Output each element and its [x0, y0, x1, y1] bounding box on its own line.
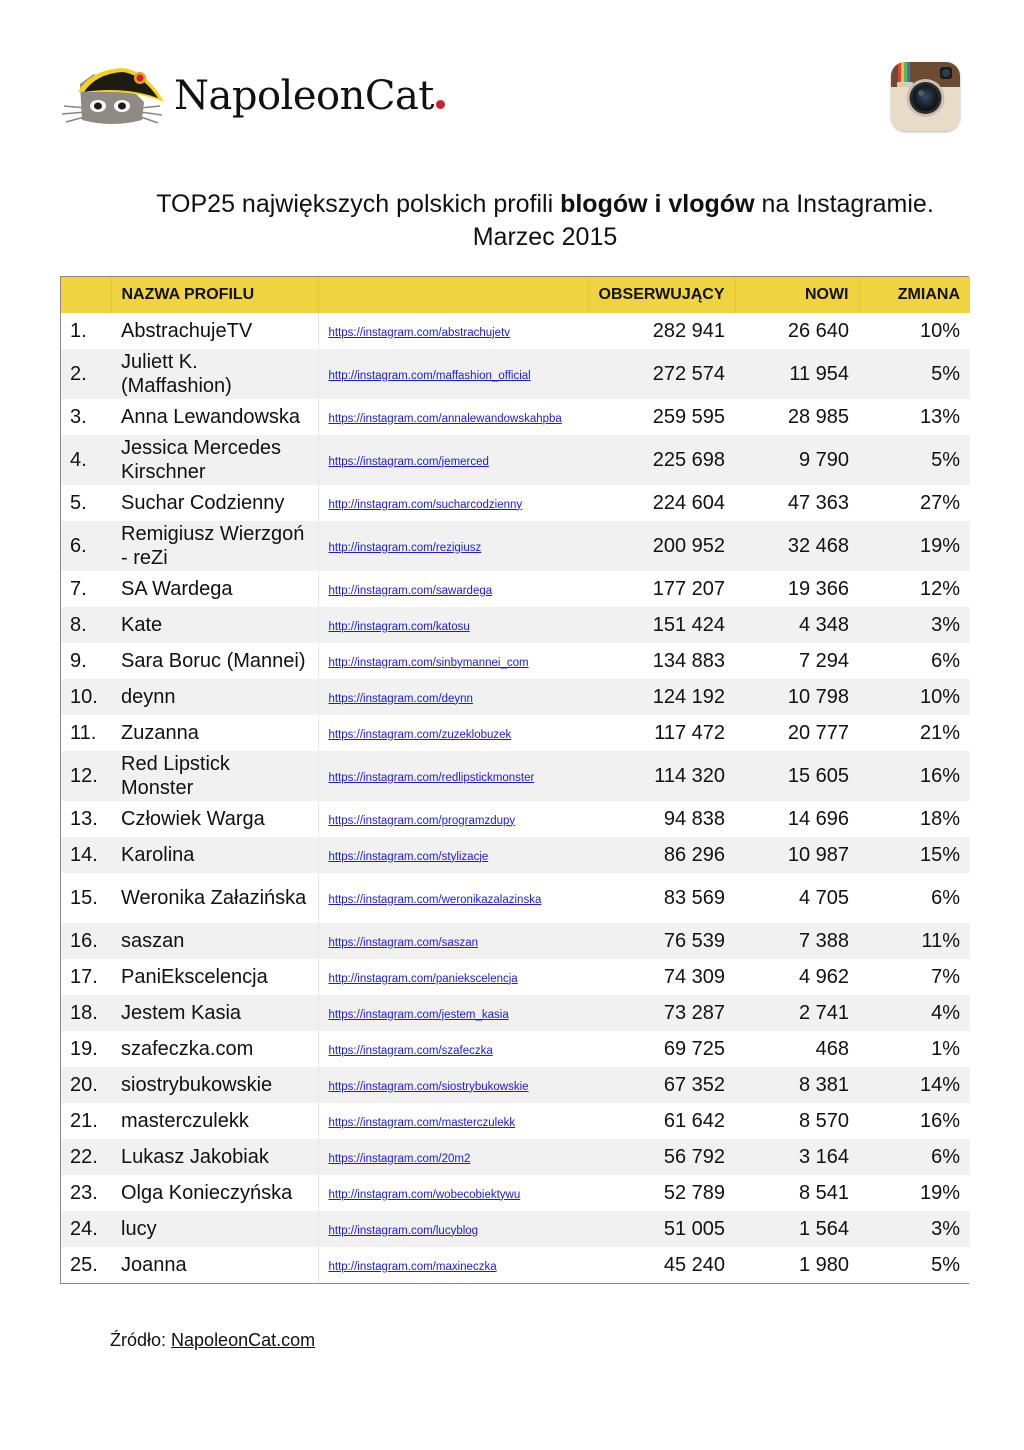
logo-red-dot: [436, 100, 445, 109]
profile-url-link[interactable]: https://instagram.com/stylizacje: [328, 850, 489, 863]
followers-cell: 177 207: [652, 578, 725, 600]
profile-name-cell: siostrybukowskie: [111, 1067, 318, 1103]
followers-cell: 259 595: [652, 406, 725, 428]
new-followers-cell: 10 987: [787, 844, 849, 866]
change-cell: 3%: [931, 614, 960, 636]
profile-url-link[interactable]: https://instagram.com/szafeczka: [328, 1044, 493, 1057]
rank-cell: 13.: [70, 808, 98, 830]
rank-cell: 25.: [70, 1254, 98, 1276]
followers-cell: 45 240: [663, 1254, 725, 1276]
profile-name-cell: Lukasz Jakobiak: [111, 1139, 318, 1175]
change-cell: 6%: [931, 887, 960, 909]
change-cell: 7%: [931, 966, 960, 988]
table-row: [61, 435, 970, 485]
change-cell: 18%: [919, 808, 960, 830]
profile-url-link[interactable]: https://instagram.com/abstrachujetv: [328, 326, 511, 339]
rank-cell: 21.: [70, 1110, 98, 1132]
profile-url-link[interactable]: https://instagram.com/saszan: [328, 936, 479, 949]
profile-url-link[interactable]: http://instagram.com/sucharcodzienny: [328, 498, 523, 511]
change-cell: 6%: [931, 650, 960, 672]
followers-cell: 67 352: [663, 1074, 725, 1096]
new-followers-cell: 3 164: [798, 1146, 849, 1168]
rank-cell: 6.: [70, 535, 87, 557]
title-line: TOP25 największych polskich profili blogów i vlogów na Instagramie.: [156, 190, 934, 218]
followers-cell: 52 789: [663, 1182, 725, 1204]
new-followers-cell: 32 468: [787, 535, 849, 557]
followers-cell: 83 569: [663, 887, 725, 909]
change-cell: 4%: [931, 1002, 960, 1024]
change-cell: 16%: [919, 1110, 960, 1132]
followers-cell: 76 539: [663, 930, 725, 952]
followers-cell: 56 792: [663, 1146, 725, 1168]
profile-url-link[interactable]: http://instagram.com/wobecobiektywu: [328, 1188, 521, 1201]
profile-name-cell: Joanna: [111, 1247, 318, 1283]
table-row: [61, 1103, 970, 1139]
new-followers-cell: 47 363: [787, 492, 849, 514]
table-row: [61, 837, 970, 873]
column-header-name: NAZWA PROFILU: [111, 277, 318, 313]
table-row: [61, 1031, 970, 1067]
table-row: [61, 521, 970, 571]
new-followers-cell: 8 541: [798, 1182, 849, 1204]
profile-name-cell: masterczulekk: [111, 1103, 318, 1139]
table-row: [61, 1175, 970, 1211]
table-row: [61, 801, 970, 837]
followers-cell: 134 883: [652, 650, 725, 672]
profile-name-cell: lucy: [111, 1211, 318, 1247]
table-row: [61, 1211, 970, 1247]
followers-cell: 94 838: [663, 808, 725, 830]
profile-name-cell: Zuzanna: [111, 715, 318, 751]
table-row: [61, 751, 970, 801]
table-header-row: [61, 277, 970, 313]
profile-url-link[interactable]: https://instagram.com/jestem_kasia: [328, 1008, 509, 1021]
table-row: [61, 571, 970, 607]
profile-name-cell: Weronika Załazińska: [111, 873, 318, 923]
new-followers-cell: 1 564: [798, 1218, 849, 1240]
followers-cell: 124 192: [652, 686, 725, 708]
new-followers-cell: 468: [815, 1038, 849, 1060]
column-header-new: NOWI: [735, 277, 859, 313]
rank-cell: 18.: [70, 1002, 98, 1024]
napoleoncat-logo: [60, 62, 445, 130]
profile-url-link[interactable]: https://instagram.com/masterczulekk: [328, 1116, 516, 1129]
change-cell: 10%: [919, 686, 960, 708]
profile-name-cell: Red Lipstick Monster: [111, 751, 318, 801]
rank-cell: 7.: [70, 578, 87, 600]
new-followers-cell: 7 388: [798, 930, 849, 952]
profile-name-cell: Remigiusz Wierzgoń - reZi: [111, 521, 318, 571]
table-row: [61, 1139, 970, 1175]
followers-cell: 74 309: [663, 966, 725, 988]
profile-url-link[interactable]: https://instagram.com/weronikazalazinska: [328, 893, 542, 906]
profile-url-link[interactable]: https://instagram.com/zuzeklobuzek: [328, 728, 512, 741]
followers-cell: 117 472: [654, 722, 725, 744]
rank-cell: 11.: [70, 722, 97, 744]
new-followers-cell: 28 985: [787, 406, 849, 428]
table-row: [61, 959, 970, 995]
profile-url-link[interactable]: https://instagram.com/jemerced: [328, 455, 489, 468]
profile-url-link[interactable]: https://instagram.com/siostrybukowskie: [328, 1080, 529, 1093]
table-row: [61, 923, 970, 959]
table-row: [61, 995, 970, 1031]
profile-name-cell: Jestem Kasia: [111, 995, 318, 1031]
change-cell: 11%: [921, 930, 960, 952]
profile-name-cell: Sara Boruc (Mannei): [111, 643, 318, 679]
profile-name-cell: SA Wardega: [111, 571, 318, 607]
table-row: [61, 485, 970, 521]
change-cell: 6%: [931, 1146, 960, 1168]
rank-cell: 24.: [70, 1218, 98, 1240]
profile-url-link[interactable]: http://instagram.com/lucyblog: [328, 1224, 479, 1237]
rank-cell: 4.: [70, 449, 87, 471]
rank-cell: 19.: [70, 1038, 98, 1060]
table-row: [61, 1067, 970, 1103]
rank-cell: 17.: [70, 966, 98, 988]
column-header-rank: [61, 277, 111, 313]
followers-cell: 282 941: [652, 320, 725, 342]
rank-cell: 22.: [70, 1146, 98, 1168]
rank-cell: 5.: [70, 492, 87, 514]
profile-name-cell: Olga Konieczyńska: [111, 1175, 318, 1211]
table-row: [61, 873, 970, 923]
rank-cell: 3.: [70, 406, 87, 428]
profile-url-link[interactable]: http://instagram.com/sawardega: [328, 584, 493, 597]
new-followers-cell: 14 696: [787, 808, 849, 830]
followers-cell: 51 005: [663, 1218, 725, 1240]
change-cell: 14%: [919, 1074, 960, 1096]
change-cell: 15%: [919, 844, 960, 866]
column-header-followers: OBSERWUJĄCY: [588, 277, 735, 313]
new-followers-cell: 20 777: [787, 722, 849, 744]
source-link[interactable]: NapoleonCat.com: [171, 1330, 316, 1350]
profile-name-cell: AbstrachujeTV: [111, 313, 318, 349]
followers-cell: 151 424: [652, 614, 725, 636]
title-subtitle: Marzec 2015: [472, 223, 618, 251]
new-followers-cell: 8 381: [798, 1074, 849, 1096]
new-followers-cell: 2 741: [798, 1002, 849, 1024]
profile-name-cell: Juliett K. (Maffashion): [111, 349, 318, 399]
profile-name-cell: Anna Lewandowska: [111, 399, 318, 435]
profile-url-link[interactable]: http://instagram.com/maffashion_official: [328, 369, 531, 382]
new-followers-cell: 8 570: [798, 1110, 849, 1132]
new-followers-cell: 26 640: [787, 320, 849, 342]
profile-name-cell: Karolina: [111, 837, 318, 873]
followers-cell: 73 287: [663, 1002, 725, 1024]
change-cell: 5%: [931, 1254, 960, 1276]
ranking-table: [60, 276, 969, 1284]
table-row: [61, 607, 970, 643]
profile-name-cell: PaniEkscelencja: [111, 959, 318, 995]
change-cell: 19%: [919, 1182, 960, 1204]
change-cell: 12%: [919, 578, 960, 600]
profile-url-link[interactable]: http://instagram.com/katosu: [328, 620, 470, 633]
followers-cell: 200 952: [652, 535, 725, 557]
change-cell: 21%: [919, 722, 960, 744]
source-note: Źródło: NapoleonCat.com: [110, 1330, 316, 1350]
change-cell: 5%: [931, 449, 960, 471]
profile-url-link[interactable]: http://instagram.com/sinbymannei_com: [328, 656, 529, 669]
logo-wordmark: NapoleonCat: [174, 73, 445, 119]
rank-cell: 20.: [70, 1074, 98, 1096]
new-followers-cell: 1 980: [798, 1254, 849, 1276]
table-row: [61, 715, 970, 751]
profile-url-link[interactable]: http://instagram.com/maxineczka: [328, 1260, 497, 1273]
followers-cell: 114 320: [654, 765, 725, 787]
rank-cell: 14.: [70, 844, 98, 866]
change-cell: 3%: [931, 1218, 960, 1240]
profile-url-link[interactable]: http://instagram.com/rezigiusz: [328, 541, 482, 554]
profile-url-link[interactable]: https://instagram.com/programzdupy: [328, 814, 516, 827]
profile-name-cell: deynn: [111, 679, 318, 715]
change-cell: 27%: [919, 492, 960, 514]
profile-name-cell: szafeczka.com: [111, 1031, 318, 1067]
table-row: [61, 349, 970, 399]
followers-cell: 272 574: [652, 363, 725, 385]
rank-cell: 12.: [70, 765, 98, 787]
new-followers-cell: 9 790: [798, 449, 849, 471]
change-cell: 5%: [931, 363, 960, 385]
rank-cell: 9.: [70, 650, 87, 672]
profile-url-link[interactable]: https://instagram.com/deynn: [328, 692, 473, 705]
profile-url-link[interactable]: https://instagram.com/annalewandowskahpba: [328, 412, 562, 425]
rank-cell: 2.: [70, 363, 87, 385]
change-cell: 1%: [931, 1038, 960, 1060]
profile-url-link[interactable]: https://instagram.com/redlipstickmonster: [328, 771, 535, 784]
change-cell: 16%: [919, 765, 960, 787]
followers-cell: 224 604: [652, 492, 725, 514]
rank-cell: 10.: [70, 686, 98, 708]
change-cell: 10%: [919, 320, 960, 342]
column-header-url: [318, 277, 588, 313]
table-row: [61, 679, 970, 715]
rank-cell: 16.: [70, 930, 98, 952]
new-followers-cell: 10 798: [787, 686, 849, 708]
instagram-camera-icon: [891, 62, 960, 131]
change-cell: 19%: [919, 535, 960, 557]
napoleon-cat-mascot-icon: [60, 62, 170, 130]
new-followers-cell: 11 954: [789, 363, 849, 385]
followers-cell: 69 725: [663, 1038, 725, 1060]
profile-name-cell: Kate: [111, 607, 318, 643]
rank-cell: 23.: [70, 1182, 98, 1204]
new-followers-cell: 4 348: [798, 614, 849, 636]
new-followers-cell: 4 962: [798, 966, 849, 988]
profile-name-cell: Suchar Codzienny: [111, 485, 318, 521]
followers-cell: 61 642: [663, 1110, 725, 1132]
profile-url-link[interactable]: https://instagram.com/20m2: [328, 1152, 471, 1165]
followers-cell: 86 296: [663, 844, 725, 866]
profile-name-cell: Człowiek Warga: [111, 801, 318, 837]
page-title: [60, 188, 1024, 254]
rank-cell: 1.: [70, 320, 87, 342]
profile-name-cell: saszan: [111, 923, 318, 959]
column-header-change: ZMIANA: [897, 286, 960, 303]
profile-url-link[interactable]: http://instagram.com/paniekscelencja: [328, 972, 518, 985]
new-followers-cell: 19 366: [787, 578, 849, 600]
new-followers-cell: 7 294: [798, 650, 849, 672]
table-row: [61, 643, 970, 679]
profile-name-cell: Jessica Mercedes Kirschner: [111, 435, 318, 485]
table-row: [61, 313, 970, 349]
new-followers-cell: 15 605: [787, 765, 849, 787]
new-followers-cell: 4 705: [798, 887, 849, 909]
table-row: [61, 1247, 970, 1283]
followers-cell: 225 698: [652, 449, 725, 471]
change-cell: 13%: [919, 406, 960, 428]
rank-cell: 8.: [70, 614, 87, 636]
table-row: [61, 399, 970, 435]
rank-cell: 15.: [70, 887, 98, 909]
